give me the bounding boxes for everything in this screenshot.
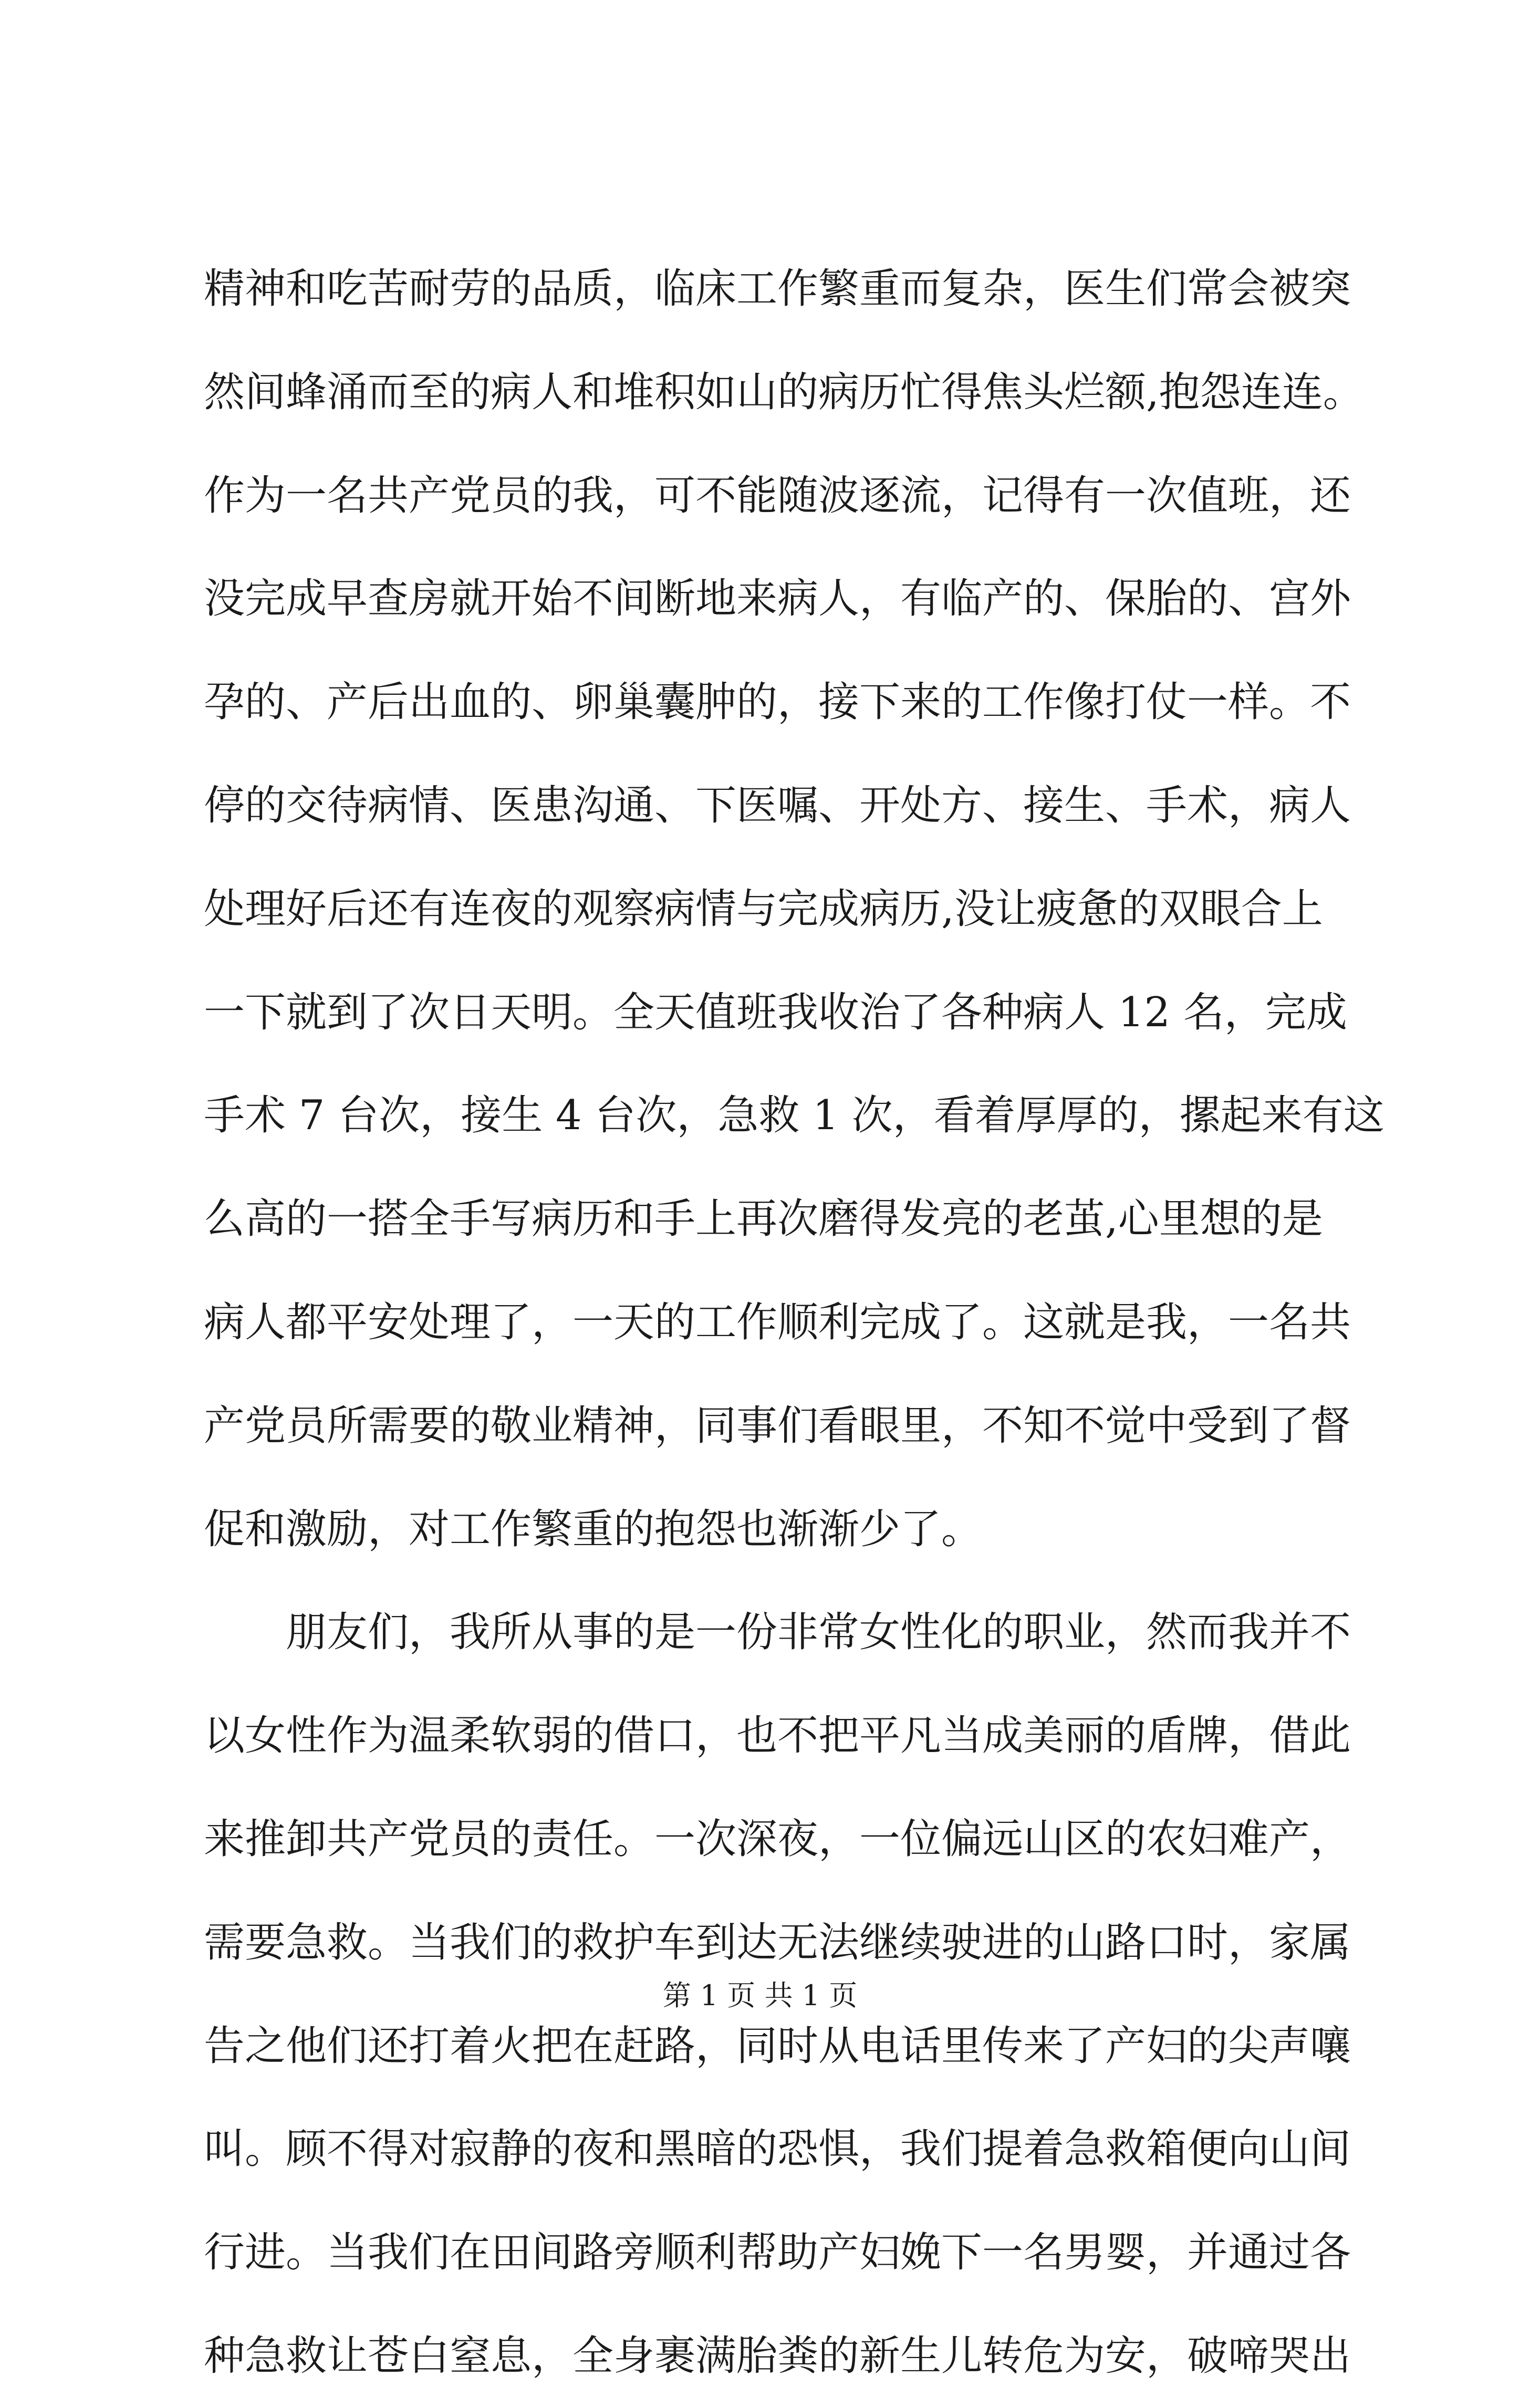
text-line: 以女性作为温柔软弱的借口，也不把平凡当成美丽的盾牌，借此 — [204, 1712, 1351, 1760]
text-line: 叫。顾不得对寂静的夜和黑暗的恐惧，我们提着急救箱便向山间 — [204, 2125, 1351, 2173]
text-line: 没完成早查房就开始不间断地来病人，有临产的、保胎的、宫外 — [204, 575, 1351, 623]
text-line: 种急救让苍白窒息，全身裹满胎粪的新生儿转危为安，破啼哭出 — [204, 2332, 1351, 2380]
page-footer: 第 1 页 共 1 页 — [662, 1979, 858, 2012]
text-line: 病人都平安处理了，一天的工作顺利完成了。这就是我，一名共 — [204, 1298, 1351, 1346]
text-line: 产党员所需要的敬业精神，同事们看眼里，不知不觉中受到了督 — [204, 1402, 1351, 1450]
text-line: 来推卸共产党员的责任。一次深夜，一位偏远山区的农妇难产， — [204, 1815, 1351, 1863]
paragraph-first-line: 朋友们，我所从事的是一份非常女性化的职业，然而我并不 — [286, 1609, 1351, 1656]
text-line: 然间蜂涌而至的病人和堆积如山的病历忙得焦头烂额,抱怨连连。 — [204, 368, 1364, 416]
text-line: 手术 7 台次，接生 4 台次，急救 1 次，看着厚厚的，摞起来有这 — [204, 1092, 1384, 1140]
text-line: 作为一名共产党员的我，可不能随波逐流，记得有一次值班，还 — [204, 472, 1351, 519]
text-line: 处理好后还有连夜的观察病情与完成病历,没让疲惫的双眼合上 — [204, 885, 1323, 933]
text-line: 行进。当我们在田间路旁顺利帮助产妇娩下一名男婴，并通过各 — [204, 2229, 1351, 2277]
text-line: 么高的一搭全手写病历和手上再次磨得发亮的老茧,心里想的是 — [204, 1195, 1323, 1243]
body-text — [204, 237, 1384, 2408]
text-line: 停的交待病情、医患沟通、下医嘱、开处方、接生、手术，病人 — [204, 781, 1351, 829]
text-line: 促和激励，对工作繁重的抱怨也渐渐少了。 — [204, 1505, 983, 1553]
text-line: 一下就到了次日天明。全天值班我收治了各种病人 12 名，完成 — [204, 988, 1347, 1036]
text-line: 告之他们还打着火把在赶路，同时从电话里传来了产妇的尖声嚷 — [204, 2022, 1351, 2070]
text-line: 需要急救。当我们的救护车到达无法继续驶进的山路口时，家属 — [204, 1919, 1351, 1966]
text-line: 精神和吃苦耐劳的品质，临床工作繁重而复杂，医生们常会被突 — [204, 265, 1351, 312]
text-line: 孕的、产后出血的、卵巢囊肿的，接下来的工作像打仗一样。不 — [204, 679, 1351, 726]
